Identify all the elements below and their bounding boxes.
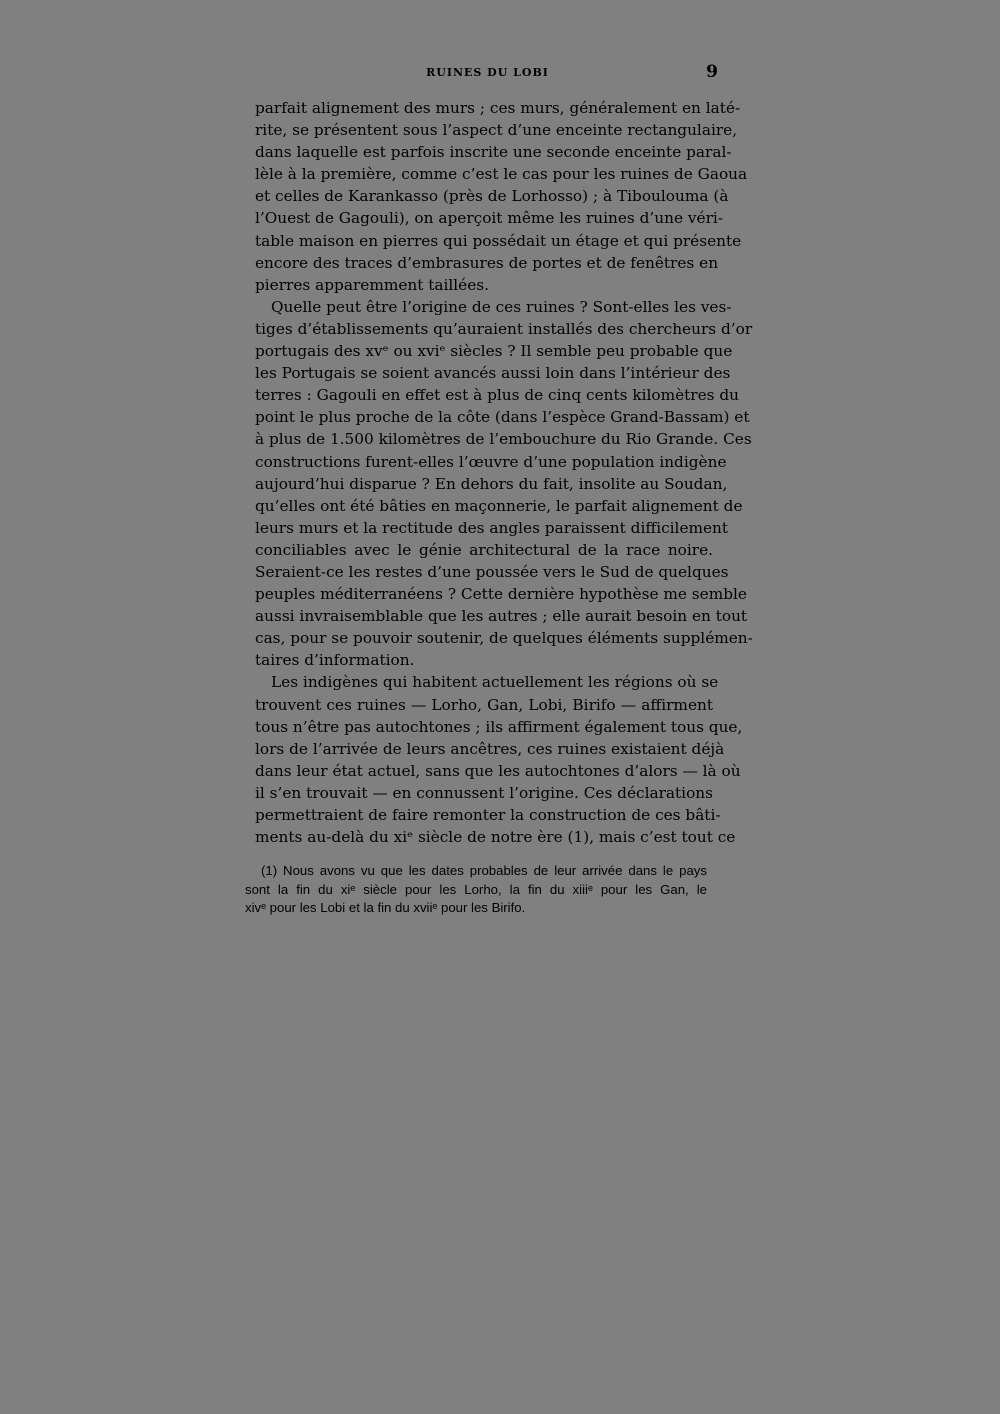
text-line: leurs murs et la rectitude des angles paraissent difficilement bbox=[255, 518, 729, 537]
page-header bbox=[255, 62, 720, 82]
footnote-line: (1) Nous avons vu que les dates probables de leur arrivée dans le pays bbox=[261, 863, 707, 878]
text-line: et celles de Karankasso (près de Lorhosso) ; à Tiboulouma (à bbox=[255, 187, 729, 206]
text-line: l’Ouest de Gagouli), on aperçoit même les ruines d’une véri- bbox=[255, 209, 723, 228]
text-line: parfait alignement des murs ; ces murs, généralement en laté- bbox=[255, 99, 741, 117]
text-line: tiges d’établissements qu’auraient installés des chercheurs d’or bbox=[255, 319, 753, 338]
text-line: pierres apparemment taillées. bbox=[255, 275, 490, 294]
text-line: constructions furent-elles l’œuvre d’une population indigène bbox=[255, 452, 727, 471]
text-line: lèle à la première, comme c’est le cas pour les ruines de Gaoua bbox=[255, 165, 748, 184]
text-line: terres : Gagouli en effet est à plus de cinq cents kilomètres du bbox=[255, 386, 740, 405]
text-line: aussi invraisemblable que les autres ; elle aurait besoin en tout bbox=[255, 607, 748, 626]
text-line: conciliables avec le génie architectural de la race noire. bbox=[255, 540, 713, 559]
text-line: dans leur état actuel, sans que les autochtones d’alors — là où bbox=[255, 761, 741, 780]
page-number: 9 bbox=[706, 62, 718, 82]
footnote-line: xivᵉ pour les Lobi et la fin du xviiᵉ pour les Birifo. bbox=[245, 900, 526, 915]
text-line: rite, se présentent sous l’aspect d’une enceinte rectangulaire, bbox=[255, 121, 738, 140]
text-line: aujourd’hui disparue ? En dehors du fait, insolite au Soudan, bbox=[255, 474, 728, 493]
text-line: à plus de 1.500 kilomètres de l’embouchure du Rio Grande. Ces bbox=[255, 430, 752, 449]
text-line: peuples méditerranéens ? Cette dernière hypothèse me semble bbox=[255, 585, 747, 604]
text-line: Quelle peut être l’origine de ces ruines ? Sont-elles les ves- bbox=[271, 297, 732, 316]
text-line: qu’elles ont été bâties en maçonnerie, le parfait alignement de bbox=[255, 496, 743, 515]
text-line: trouvent ces ruines — Lorho, Gan, Lobi, Birifo — affirment bbox=[255, 695, 713, 714]
text-line: ments au-delà du xiᵉ siècle de notre ère (1), mais c’est tout ce bbox=[255, 828, 736, 847]
text-line: dans laquelle est parfois inscrite une seconde enceinte paral- bbox=[255, 143, 732, 162]
text-line: il s’en trouvait — en connussent l’origine. Ces déclarations bbox=[255, 783, 713, 802]
running-title: RUINES DU LOBI bbox=[426, 66, 549, 79]
body-text bbox=[255, 97, 753, 848]
text-line: Seraient-ce les restes d’une poussée vers le Sud de quelques bbox=[255, 562, 729, 581]
text-line: tous n’être pas autochtones ; ils affirment également tous que, bbox=[255, 717, 743, 736]
text-line: table maison en pierres qui possédait un étage et qui présente bbox=[255, 231, 742, 250]
text-line: les Portugais se soient avancés aussi loin dans l’intérieur des bbox=[255, 364, 731, 383]
footnote-line: sont la fin du xiᵉ siècle pour les Lorho, la fin du xiiiᵉ pour les Gan, le bbox=[245, 881, 707, 897]
text-line: portugais des xvᵉ ou xviᵉ siècles ? Il semble peu probable que bbox=[255, 342, 733, 361]
text-line: Les indigènes qui habitent actuellement les régions où se bbox=[271, 673, 719, 692]
text-line: permettraient de faire remonter la construction de ces bâti- bbox=[255, 806, 721, 824]
footnote bbox=[245, 862, 707, 918]
text-line: taires d’information. bbox=[255, 651, 415, 670]
text-line: point le plus proche de la côte (dans l’espèce Grand-Bassam) et bbox=[255, 408, 750, 427]
text-line: encore des traces d’embrasures de portes et de fenêtres en bbox=[255, 253, 719, 272]
text-line: lors de l’arrivée de leurs ancêtres, ces ruines existaient déjà bbox=[255, 739, 725, 758]
text-line: cas, pour se pouvoir soutenir, de quelques éléments supplémen- bbox=[255, 629, 753, 648]
